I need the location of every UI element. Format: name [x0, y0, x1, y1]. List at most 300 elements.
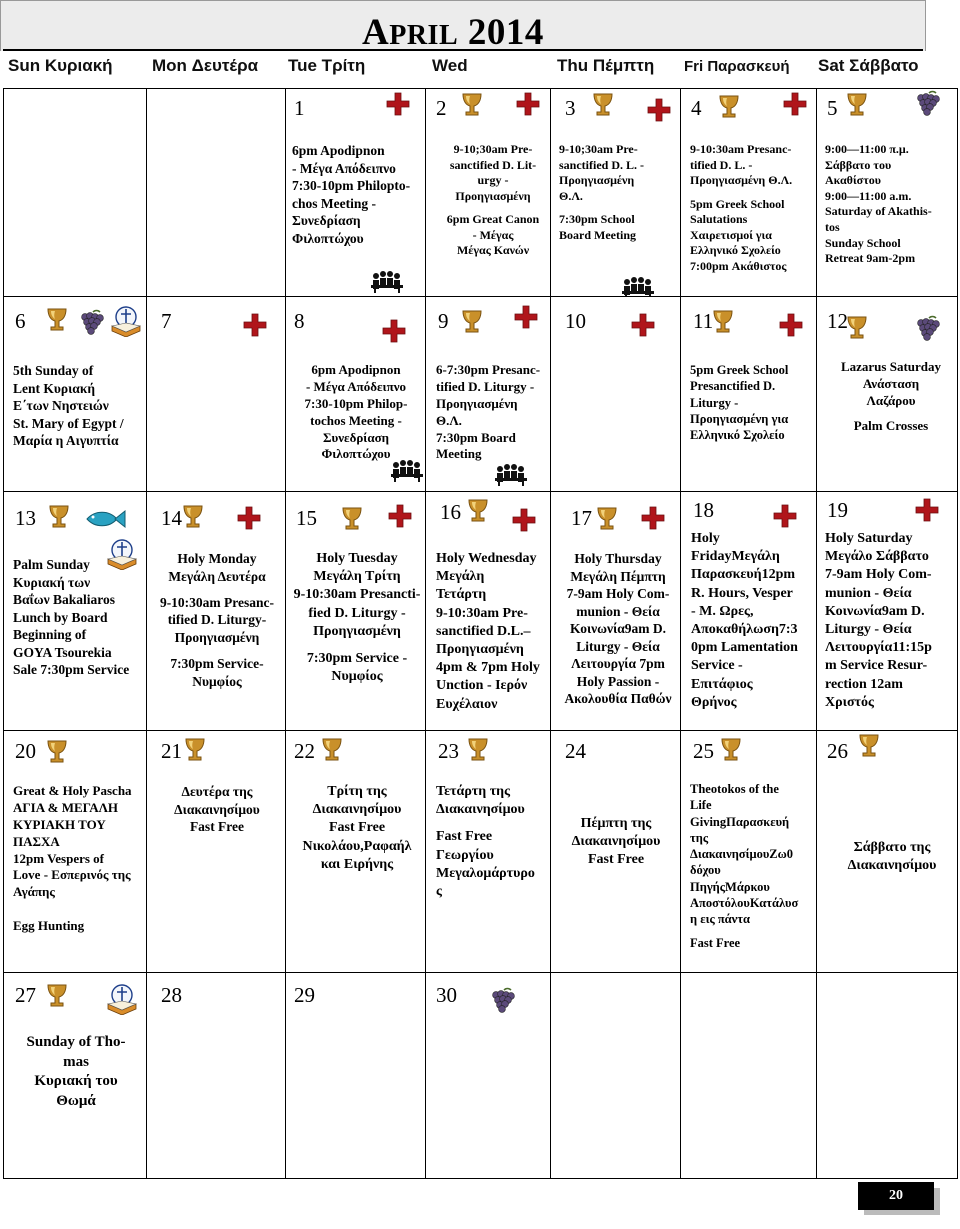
weekday-sat: Sat Σάββατο: [818, 56, 919, 75]
event-line: 9-10;30am Pre-: [559, 142, 638, 156]
chalice-icon: [466, 737, 490, 770]
grapes-icon: [915, 90, 943, 123]
day-cell-24: [551, 731, 680, 972]
event-line: Τετάρτη της: [436, 784, 511, 799]
event-line: Μεγάλη Τρίτη: [313, 569, 401, 585]
day-events: [436, 550, 550, 714]
event-line: 9-10:30am Presanc-: [159, 594, 275, 610]
page-number: 20: [858, 1182, 934, 1210]
day-cell-28: [147, 973, 285, 1178]
day-number: 27: [15, 983, 36, 1007]
day-events: [13, 556, 146, 679]
day-number: 2: [436, 96, 447, 120]
event-line: 7:30pm School: [559, 212, 635, 227]
event-line: Holy Monday: [177, 551, 257, 566]
cross-icon: [779, 313, 803, 342]
event-line: Πέμπτη της: [580, 816, 652, 831]
event-line: 7:30pm Service-: [170, 656, 264, 672]
day-cell-19: [817, 492, 957, 730]
event-line: Μέγας Κανών: [456, 243, 530, 258]
day-cell-20: [5, 731, 146, 972]
day-events: [434, 142, 550, 259]
cross-icon: [512, 508, 536, 537]
event-line: urgy -: [477, 173, 509, 188]
event-line: Νυμφίος: [192, 673, 242, 689]
day-events: [436, 783, 550, 901]
event-line: Fast Free: [328, 820, 386, 836]
day-cell-1: [286, 90, 425, 296]
event-line: - Μ. Ωρες,: [691, 603, 754, 619]
meeting-people-icon: [370, 266, 404, 296]
event-line: tified D. Liturgy-: [167, 612, 267, 628]
cross-icon: [641, 506, 665, 535]
day-number: 11: [693, 309, 714, 333]
chalice-icon: [717, 94, 741, 127]
event-line: Διακαινησίμου: [847, 858, 937, 874]
event-line: Great & Holy Pascha: [13, 783, 132, 798]
day-cell-29: [286, 973, 425, 1178]
event-line: Διακαινησίμου: [312, 802, 402, 818]
cross-icon: [631, 313, 655, 342]
day-number: 28: [161, 983, 182, 1007]
event-line: 12pm Vespers of: [13, 850, 105, 866]
event-line: Ανάσταση: [862, 375, 920, 391]
day-events: [691, 530, 816, 712]
event-line: ς: [436, 884, 442, 900]
event-line: Retreat 9am-2pm: [825, 251, 916, 266]
event-line: 6pm Great Canon: [446, 212, 540, 227]
day-events: [690, 142, 816, 275]
event-line: Κοινωνία9am D.: [825, 603, 925, 619]
event-line: Λειτουργία 7pm: [571, 656, 665, 672]
day-events: [690, 781, 816, 952]
event-line: Μεγάλη Πέμπτη: [570, 568, 666, 584]
event-line: Αγάπης: [13, 884, 55, 900]
event-line: [690, 927, 816, 935]
event-line: ΑΓΙΑ & ΜΕΓΑΛΗ: [13, 799, 119, 815]
event-line: Σάββατο του: [825, 157, 892, 172]
chalice-icon: [719, 737, 743, 770]
event-line: tochos Meeting -: [310, 412, 402, 428]
event-line: chos Meeting -: [292, 195, 376, 211]
day-cell-6: [5, 297, 146, 491]
chalice-icon: [181, 504, 205, 537]
event-line: m Service Resur-: [825, 658, 928, 674]
event-line: 4pm & 7pm Holy: [436, 660, 540, 676]
event-line: Νυμφίος: [331, 669, 383, 685]
event-line: Liturgy - Θεία: [825, 621, 912, 637]
day-cell-11: [681, 297, 816, 491]
event-line: 9:00—11:00 a.m.: [825, 188, 912, 203]
event-line: sanctified D.L.–: [436, 623, 531, 639]
day-number: 9: [438, 309, 449, 333]
event-line: 9-10:30am Pre-: [436, 605, 528, 621]
event-line: 9-10;30am Pre-: [453, 142, 533, 156]
event-line: Liturgy -: [690, 395, 739, 410]
event-line: Μεγάλο Σάββατο: [825, 549, 929, 565]
day-events: [436, 362, 550, 463]
day-cell-8: [286, 297, 425, 491]
event-line: Θρήνος: [691, 694, 737, 710]
day-cell-4: [681, 90, 816, 296]
month-title: [362, 14, 544, 51]
day-events: [153, 783, 281, 836]
day-cell-3: [551, 90, 680, 296]
event-line: Holy Passion -: [576, 673, 660, 689]
event-line: Μεγάλη Δευτέρα: [168, 568, 266, 584]
event-line: 6pm Apodipnon: [292, 143, 385, 158]
day-number: 15: [296, 506, 317, 530]
chalice-icon: [857, 733, 881, 766]
day-number: 25: [693, 739, 714, 763]
event-line: ΠηγήςΜάρκου: [690, 879, 770, 894]
event-line: 5pm Greek School: [690, 196, 785, 211]
event-line: Φιλοπτώχου: [292, 230, 364, 246]
event-line: Συνεδρίαση: [322, 429, 390, 445]
event-line: Holy Tuesday: [316, 551, 398, 566]
event-line: Θ.Λ.: [559, 188, 583, 203]
grapes-icon: [490, 987, 518, 1020]
event-line: Fast Free: [690, 936, 741, 951]
event-line: Λαζάρου: [866, 392, 916, 408]
event-line: ΑποστόλουΚατάλυσ: [690, 895, 799, 910]
event-line: 5th Sunday of: [13, 363, 94, 378]
event-line: ΔιακαινησίμουΖω0: [690, 847, 794, 861]
event-line: tos: [825, 219, 840, 234]
event-line: Saturday of Akathis-: [825, 204, 932, 219]
event-line: Προηγιασμένη: [436, 641, 524, 657]
event-line: η εις πάντα: [690, 912, 750, 926]
day-events: [823, 359, 957, 435]
event-line: Ε΄των Νηστειών: [13, 398, 109, 414]
day-number: 30: [436, 983, 457, 1007]
event-line: Βαΐων Bakaliaros: [13, 592, 116, 608]
chalice-icon: [47, 504, 71, 537]
event-line: Board Meeting: [559, 227, 636, 242]
weekday-tue: Tue Τρίτη: [288, 56, 366, 75]
day-events: [690, 362, 816, 443]
event-line: Λειτουργία11:15p: [825, 640, 932, 656]
event-line: Sunday of Tho-: [26, 1034, 126, 1050]
day-cell-9: [426, 297, 550, 491]
day-events: [825, 142, 957, 267]
event-line: R. Hours, Vesper: [691, 585, 793, 601]
event-line: Sale 7:30pm Service: [13, 662, 130, 678]
event-line: Unction - Ιερόν: [436, 678, 528, 694]
event-line: [436, 819, 550, 828]
event-line: sanctified D. L. -: [559, 157, 644, 172]
day-number: 19: [827, 498, 848, 522]
day-number: 10: [565, 309, 586, 333]
event-line: 9-10:30am Presancti-: [293, 587, 421, 603]
event-line: Ακολουθία Παθών: [564, 691, 672, 707]
event-line: ΚΥΡΙΑΚΗ ΤΟΥ: [13, 816, 106, 832]
event-line: Θωμά: [56, 1092, 96, 1109]
event-line: 6pm Apodipnon: [311, 362, 401, 377]
weekday-mon: Mon Δευτέρα: [152, 56, 259, 75]
day-number: 7: [161, 309, 172, 333]
day-number: 4: [691, 96, 702, 120]
event-line: fied D. Liturgy -: [308, 605, 406, 621]
event-line: 9-10:30am Presanc-: [690, 142, 792, 156]
event-line: tified D. Liturgy -: [436, 378, 535, 394]
event-line: munion - Θεία: [825, 585, 912, 601]
chalice-icon: [45, 983, 69, 1016]
day-events: [290, 362, 422, 463]
event-line: Palm Sunday: [13, 557, 90, 572]
day-number: 14: [161, 506, 182, 530]
event-line: 7:30-10pm Philop-: [304, 395, 408, 411]
event-line: Προηγιασμένη: [455, 188, 531, 203]
event-line: - Μέγα Απόδειπνο: [292, 160, 396, 176]
day-cell-27: [5, 973, 146, 1178]
cross-icon: [243, 313, 267, 342]
event-line: 7-9am Holy Com-: [825, 567, 932, 583]
day-number: 13: [15, 506, 36, 530]
day-cell-30: [426, 973, 550, 1178]
day-number: 3: [565, 96, 576, 120]
bible-icon: [109, 305, 143, 342]
event-line: 0pm Lamentation: [691, 640, 798, 656]
event-line: Beginning of: [13, 627, 87, 643]
event-line: Μεγαλομάρτυρο: [436, 865, 535, 881]
day-events: [13, 362, 145, 450]
event-line: sanctified D. Lit-: [449, 157, 537, 172]
event-line: [292, 641, 422, 650]
meeting-people-icon: [494, 459, 528, 491]
event-line: Service -: [691, 658, 743, 674]
event-line: Αποκαθήλωση7:3: [691, 621, 798, 637]
event-line: 5pm Greek School: [690, 363, 789, 377]
event-line: Holy Wednesday: [436, 551, 537, 566]
event-line: Δευτέρα της: [181, 784, 253, 799]
event-line: 9:00—11:00 π.μ.: [825, 142, 909, 156]
event-line: Ελληνικό Σχολείο: [690, 243, 781, 258]
event-line: St. Mary of Egypt /: [13, 415, 124, 431]
day-cell-17: [551, 492, 680, 730]
chalice-icon: [845, 315, 869, 348]
event-line: Salutations: [690, 212, 748, 227]
day-number: 6: [15, 309, 26, 333]
event-line: [153, 585, 281, 594]
cross-icon: [516, 92, 540, 121]
day-events: [825, 839, 957, 875]
event-line: Προηγιασμένη: [174, 629, 260, 645]
chalice-icon: [591, 92, 615, 125]
day-events: [557, 815, 675, 870]
event-line: Νικολάου,Ραφαήλ: [302, 838, 412, 854]
grapes-icon: [79, 309, 107, 342]
day-number: 29: [294, 983, 315, 1007]
event-line: Προηγιασμένη: [559, 173, 635, 188]
day-events: [559, 550, 677, 708]
day-cell-14: [147, 492, 285, 730]
day-number: 22: [294, 739, 315, 763]
cross-icon: [382, 319, 406, 348]
chalice-icon: [595, 506, 619, 539]
title-year: 2014: [467, 12, 544, 53]
grapes-icon: [915, 315, 943, 348]
day-cell-26: [817, 731, 957, 972]
event-line: δόχου: [690, 863, 721, 878]
event-line: [13, 901, 146, 909]
event-line: Love - Εσπερινός της: [13, 867, 131, 883]
event-line: munion - Θεία: [576, 603, 660, 619]
event-line: Fast Free: [587, 852, 645, 868]
event-line: Holy Saturday: [825, 531, 913, 546]
event-line: Σάββατο της: [853, 840, 931, 855]
event-line: Μαρία η Αιγυπτία: [13, 433, 119, 449]
event-line: Κυριακή του: [34, 1073, 118, 1089]
event-line: Fast Free: [189, 819, 245, 835]
day-cell-16: [426, 492, 550, 730]
event-line: Προηγιασμένη για: [690, 411, 789, 426]
event-line: Presanctified D.: [690, 379, 776, 394]
chalice-icon: [45, 307, 69, 340]
day-cell-7: [147, 297, 285, 491]
event-line: [823, 410, 957, 418]
event-line: Ευχέλαιον: [436, 696, 498, 712]
event-line: της: [690, 830, 709, 845]
weekday-wed: Wed: [432, 56, 468, 75]
event-line: Lazarus Saturday: [840, 359, 942, 374]
chalice-icon: [466, 498, 490, 531]
event-line: Γεωργίου: [436, 847, 494, 863]
event-line: Θ.Λ.: [436, 412, 462, 428]
event-line: 7:30pm Board: [436, 429, 516, 445]
day-number: 17: [571, 506, 592, 530]
event-line: Παρασκευή12pm: [691, 567, 796, 583]
event-line: Egg Hunting: [13, 918, 85, 934]
event-line: Theotokos of the: [690, 782, 779, 796]
event-line: Liturgy - Θεία: [576, 638, 660, 654]
calendar-grid: [3, 88, 958, 1179]
event-line: - Μέγα Απόδειπνο: [305, 378, 407, 394]
day-events: [153, 550, 281, 690]
cross-icon: [783, 92, 807, 121]
event-line: Συνεδρίαση: [292, 213, 361, 229]
event-line: 6-7:30pm Presanc-: [436, 362, 541, 377]
cross-icon: [514, 305, 538, 334]
event-line: Τρίτη της: [327, 784, 387, 799]
chalice-icon: [711, 309, 735, 342]
event-line: [559, 204, 677, 212]
weekday-fri: Fri Παρασκευή: [684, 58, 790, 75]
title-initial: A: [362, 12, 390, 53]
bible-icon: [105, 983, 139, 1020]
chalice-icon: [460, 92, 484, 125]
event-line: tified D. L. -: [690, 157, 753, 172]
event-line: - Μέγας: [472, 227, 514, 242]
cross-icon: [647, 98, 671, 127]
day-cell-22: [286, 731, 425, 972]
event-line: 7:30-10pm Philopto-: [292, 178, 411, 194]
day-events: [292, 142, 422, 247]
event-line: Ελληνικό Σχολείο: [690, 428, 785, 442]
event-line: Ακαθίστου: [825, 173, 881, 188]
chalice-icon: [340, 506, 364, 539]
event-line: Μεγάλη: [436, 569, 485, 585]
day-number: 24: [565, 739, 586, 763]
chalice-icon: [320, 737, 344, 770]
cross-icon: [237, 506, 261, 535]
event-line: Lunch by Board: [13, 609, 108, 625]
event-line: Προηγιασμένη Θ.Λ.: [690, 173, 793, 188]
event-line: Sunday School: [825, 235, 901, 250]
day-events: [13, 783, 146, 935]
event-line: [153, 647, 281, 656]
event-line: 7:00pm Ακάθιστος: [690, 258, 787, 273]
day-number: 5: [827, 96, 838, 120]
event-line: [13, 910, 146, 918]
day-number: 8: [294, 309, 305, 333]
weekday-thu: Thu Πέμπτη: [557, 56, 655, 75]
cross-icon: [388, 504, 412, 533]
day-cell-23: [426, 731, 550, 972]
event-line: GivingΠαρασκευή: [690, 814, 790, 829]
event-line: 7-9am Holy Com-: [566, 586, 670, 602]
chalice-icon: [45, 739, 69, 772]
chalice-icon: [460, 309, 484, 342]
event-line: Προηγιασμένη: [313, 623, 401, 639]
event-line: ΠΑΣΧΑ: [13, 833, 60, 849]
cross-icon: [915, 498, 939, 527]
day-events: [11, 1033, 141, 1111]
cross-icon: [386, 92, 410, 121]
day-number: 23: [438, 739, 459, 763]
event-line: 7:30pm Service -: [306, 651, 408, 667]
chalice-icon: [845, 92, 869, 125]
event-line: Lent Κυριακή: [13, 380, 95, 396]
day-events: [292, 550, 422, 686]
event-line: Χριστός: [825, 694, 874, 710]
event-line: GOYA Tsourekia: [13, 644, 112, 660]
event-line: Palm Crosses: [853, 418, 929, 434]
meeting-people-icon: [621, 272, 655, 296]
day-number: 20: [15, 739, 36, 763]
day-number: 26: [827, 739, 848, 763]
event-line: Προηγιασμένη: [436, 395, 518, 411]
day-cell-18: [681, 492, 816, 730]
day-number: 18: [693, 498, 714, 522]
day-cell-12: [817, 297, 957, 491]
event-line: Κοινωνία9am D.: [569, 621, 667, 637]
chalice-icon: [183, 737, 207, 770]
event-line: Holy Thursday: [574, 551, 662, 566]
event-line: mas: [63, 1053, 89, 1070]
day-cell-21: [147, 731, 285, 972]
event-line: και Ειρήνης: [320, 856, 394, 872]
event-line: Life: [690, 798, 712, 813]
event-line: rection 12am: [825, 676, 903, 692]
event-line: Κυριακή των: [13, 574, 91, 590]
event-line: Φιλοπτώχου: [321, 446, 391, 462]
event-line: [434, 204, 550, 212]
cross-icon: [773, 504, 797, 533]
event-line: Meeting: [436, 446, 482, 462]
day-cell-13: [5, 492, 146, 730]
event-line: Holy: [691, 531, 720, 546]
day-number: 16: [440, 500, 461, 524]
event-line: Χαιρετισμοί για: [690, 227, 772, 242]
event-line: FridayΜεγάλη: [691, 549, 780, 565]
day-number: 21: [161, 739, 182, 763]
event-line: Τετάρτη: [436, 587, 487, 603]
day-cell-10: [551, 297, 680, 491]
event-line: Fast Free: [436, 829, 493, 845]
weekday-sun: Sun Κυριακή: [8, 56, 113, 75]
fish-icon: [83, 508, 127, 535]
